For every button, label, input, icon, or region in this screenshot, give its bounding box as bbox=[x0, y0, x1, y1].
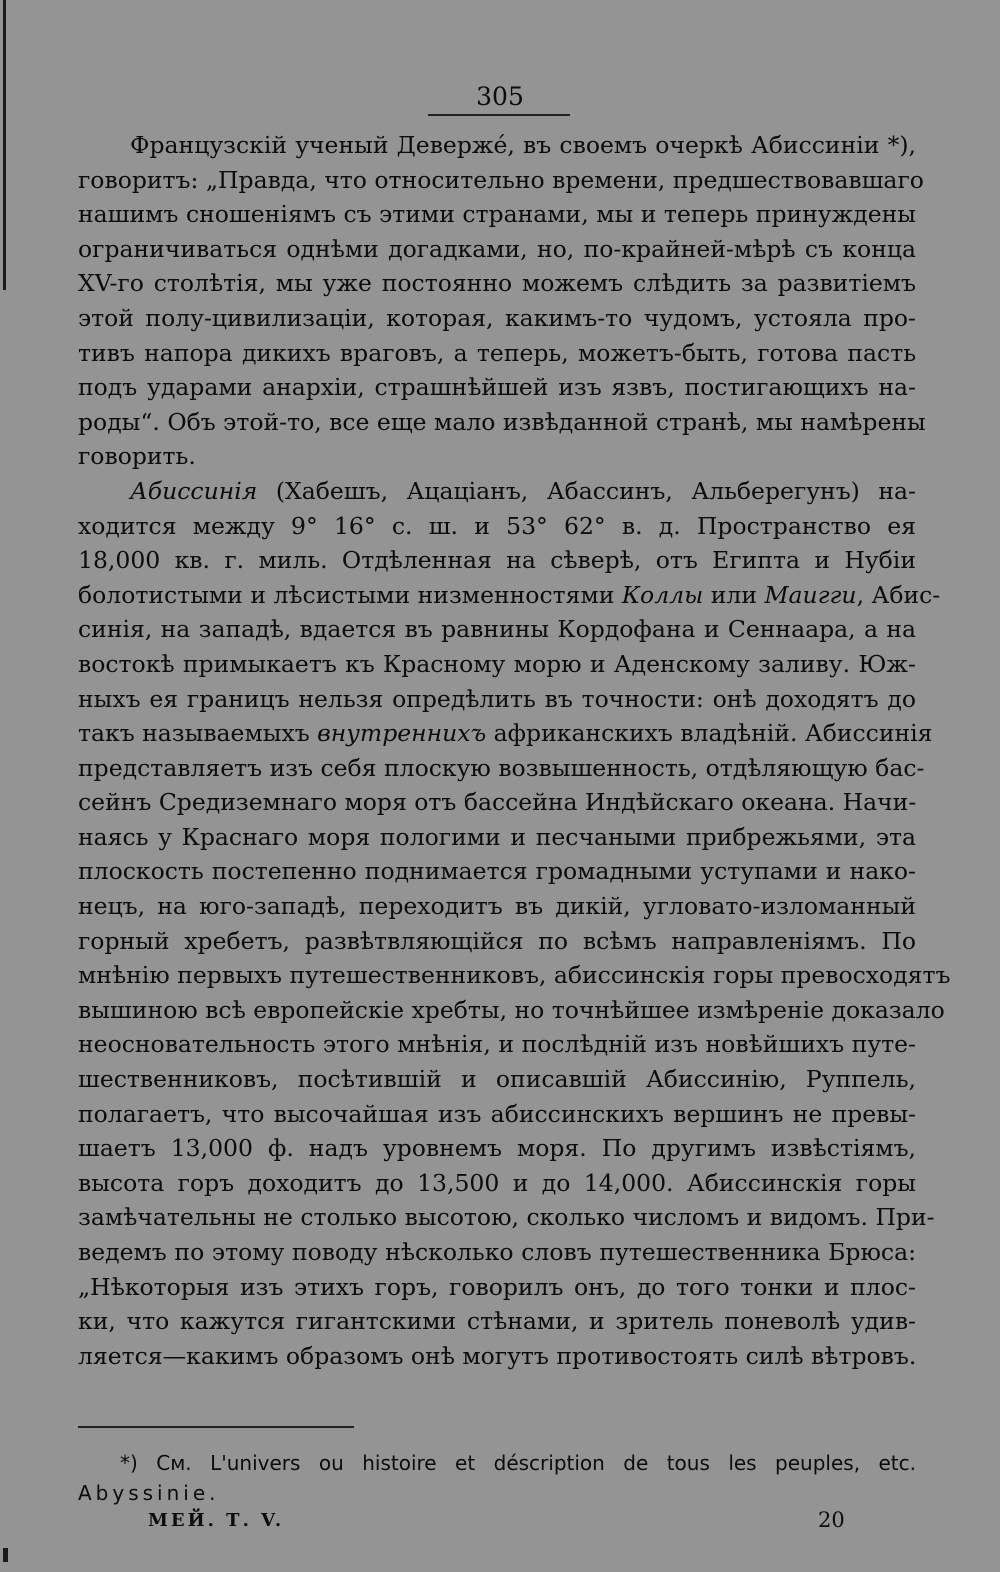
text-line: нецъ, на юго-западѣ, переходитъ въ дикій, угловато-изломанный bbox=[78, 892, 916, 921]
text-line: востокѣ примыкаетъ къ Красному морю и Аденскому заливу. Юж- bbox=[78, 649, 916, 678]
text-line: полагаетъ, что высочайшая изъ абиссинскихъ вершинъ не превы- bbox=[78, 1099, 916, 1128]
text-line: сейнъ Средиземнаго моря отъ бассейна Индѣйскаго океана. Начи- bbox=[78, 788, 917, 817]
body-text bbox=[78, 128, 951, 1373]
text-run: , Абис- bbox=[856, 580, 941, 609]
text-line: Французскій ученый Девержé, въ своемъ очеркѣ Абиссиніи *), bbox=[130, 131, 916, 159]
text-line bbox=[78, 474, 916, 509]
text-line: этой полу-цивилизаціи, которая, какимъ-то чудомъ, устояла про- bbox=[78, 303, 916, 332]
footnote-line: *) См. L'univers ou histoire et déscription de tous les peuples, etc. bbox=[120, 1451, 916, 1475]
text-run: (Хабешъ, Ацаціанъ, Абассинъ, Альберегунъ) на- bbox=[257, 476, 916, 505]
text-line: ляется—какимъ образомъ онѣ могутъ противостоять силѣ вѣтровъ. bbox=[78, 1341, 917, 1370]
text-line bbox=[78, 716, 933, 751]
text-line: шаетъ 13,000 ф. надъ уровнемъ моря. По другимъ извѣстіямъ, bbox=[78, 1134, 916, 1163]
text-line: ныхъ ея границъ нельзя опредѣлить въ точности: онѣ доходятъ до bbox=[78, 684, 916, 713]
scan-edge-mark bbox=[3, 1548, 8, 1562]
text-run: африканскихъ владѣній. Абиссинія bbox=[486, 719, 933, 748]
text-line: высота горъ доходитъ до 13,500 и до 14,000. Абиссинскія горы bbox=[78, 1168, 916, 1197]
text-run: или bbox=[703, 580, 765, 609]
footnote-line: Abyssinie. bbox=[78, 1481, 220, 1505]
text-line: плоскость постепенно поднимается громадными уступами и нако- bbox=[78, 857, 916, 886]
text-line: замѣчательны не столько высотою, сколько числомъ и видомъ. При- bbox=[78, 1203, 935, 1232]
text-line: наясь у Краснаго моря пологими и песчаными прибрежьями, эта bbox=[78, 822, 916, 851]
text-line: синія, на западѣ, вдается въ равнины Кордофана и Сеннаара, а на bbox=[78, 615, 916, 644]
footnote bbox=[78, 1448, 916, 1508]
text-line: ходится между 9° 16° с. ш. и 53° 62° в. д. Пространство ея bbox=[78, 511, 916, 540]
text-line: горный хребетъ, развѣтвляющійся по всѣмъ направленіямъ. По bbox=[78, 926, 916, 955]
text-line: ограничиваться однѣми догадками, но, по-крайней-мѣрѣ съ конца bbox=[78, 234, 916, 263]
text-line: шественниковъ, посѣтившій и описавшій Абиссинію, Руппель, bbox=[78, 1065, 916, 1094]
text-line: XV-го столѣтія, мы уже постоянно можемъ слѣдить за развитіемъ bbox=[78, 269, 916, 298]
text-line: тивъ напора дикихъ враговъ, а теперь, можетъ-быть, готова пасть bbox=[78, 338, 916, 367]
text-line: роды“. Объ этой-то, все еще мало извѣданной странѣ, мы намѣрены bbox=[78, 407, 926, 436]
text-line: вышиною всѣ европейскіе хребты, но точнѣйшее измѣреніе доказало bbox=[78, 995, 945, 1024]
printer-signature: МЕЙ. Т. V. bbox=[148, 1510, 285, 1531]
text-line: неосновательность этого мнѣнія, и послѣдній изъ новѣйшихъ путе- bbox=[78, 1030, 916, 1059]
text-run: болотистыми и лѣсистыми низменностями bbox=[78, 580, 622, 609]
footnote-rule bbox=[78, 1426, 354, 1428]
italic-term: Абиссинія bbox=[130, 476, 258, 505]
text-run: такъ называемыхъ bbox=[78, 719, 318, 748]
text-line: подъ ударами анархіи, страшнѣйшей изъ язвъ, постигающихъ на- bbox=[78, 373, 916, 402]
page-number-rule bbox=[428, 114, 570, 116]
italic-term: внутреннихъ bbox=[317, 719, 487, 748]
text-line: нашимъ сношеніямъ съ этими странами, мы и теперь принуждены bbox=[78, 200, 916, 229]
text-line: мнѣнію первыхъ путешественниковъ, абиссинскія горы превосходятъ bbox=[78, 961, 951, 990]
text-line: ведемъ по этому поводу нѣсколько словъ путешественника Брюса: bbox=[78, 1238, 916, 1266]
text-line: представляетъ изъ себя плоскую возвышенность, отдѣляющую бас- bbox=[78, 753, 925, 782]
text-line: 18,000 кв. г. миль. Отдѣленная на сѣверѣ, отъ Египта и Нубіи bbox=[78, 546, 916, 575]
text-line: „Нѣкоторыя изъ этихъ горъ, говорилъ онъ, до того тонки и плос- bbox=[78, 1272, 916, 1301]
text-line bbox=[78, 578, 941, 613]
italic-term: Маигги bbox=[764, 580, 857, 609]
italic-term: Коллы bbox=[621, 580, 704, 609]
text-line: говорить. bbox=[78, 442, 196, 471]
text-line: говоритъ: „Правда, что относительно времени, предшествовавшаго bbox=[78, 165, 924, 194]
page-number: 305 bbox=[476, 82, 524, 111]
text-line: ки, что кажутся гигантскими стѣнами, и зритель поневолѣ удив- bbox=[78, 1307, 916, 1336]
scan-edge-bar bbox=[3, 0, 6, 290]
sheet-signature: 20 bbox=[818, 1508, 845, 1532]
